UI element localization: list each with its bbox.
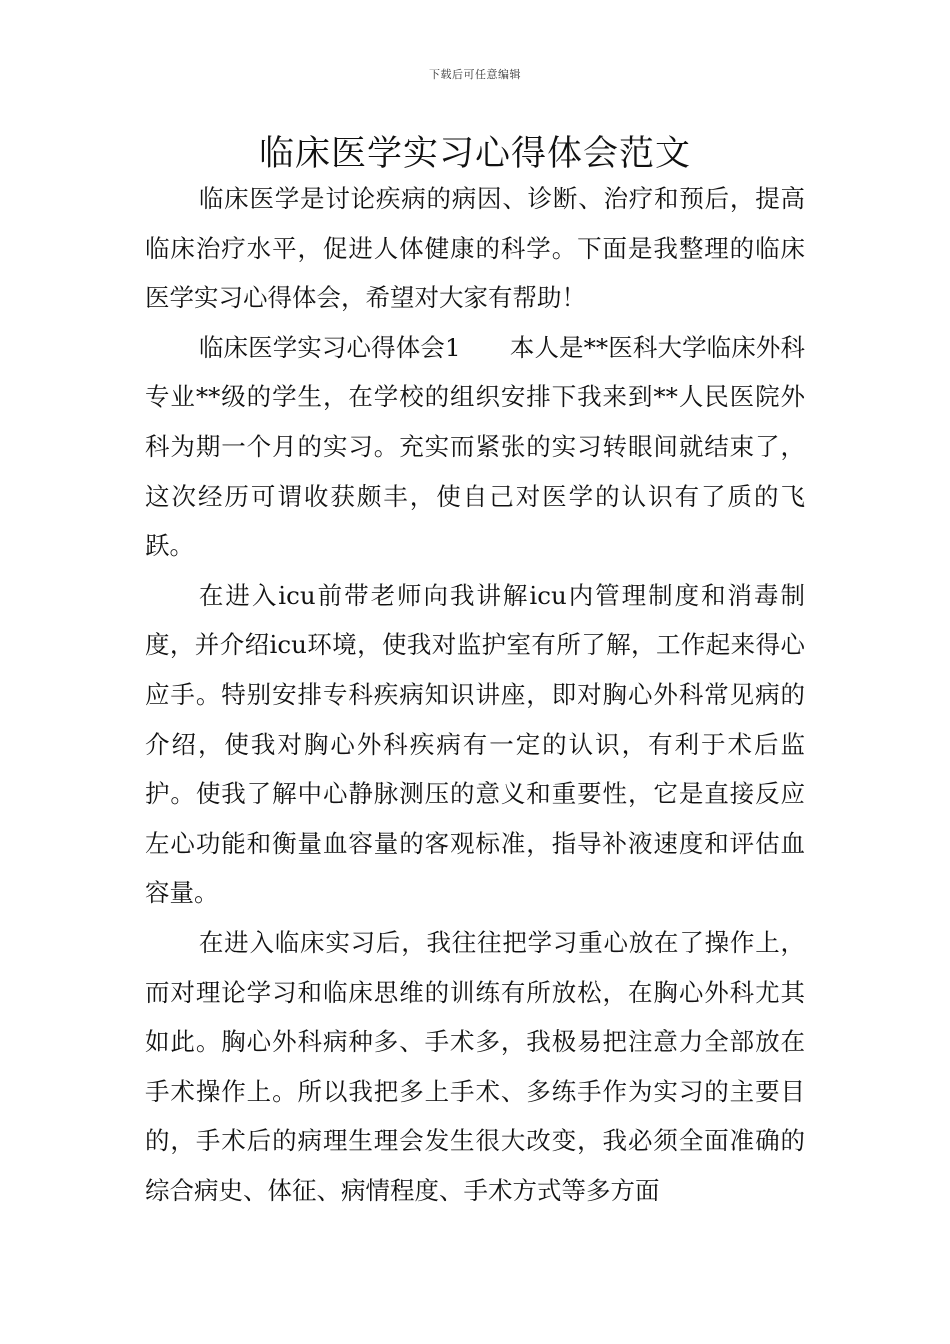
paragraph-3: 在进入临床实习后，我往往把学习重心放在了操作上，而对理论学习和临床思维的训练有所放松，在胸心外科尤其如此。胸心外科病种多、手术多，我极易把注意力全部放在手术操作上。所以我把多上手术、多练手作为实习的主要目的，手术后的病理生理会发生很大改变，我必须全面准确的综合病史、体征、病情程度、手术方式等多方面 <box>145 927 805 1205</box>
document-title: 临床医学实习心得体会范文 <box>258 134 691 174</box>
paragraph-intro: 临床医学是讨论疾病的病因、诊断、治疗和预后，提高临床治疗水平，促进人体健康的科学。下面是我整理的临床医学实习心得体会，希望对大家有帮助！ <box>145 184 805 313</box>
paragraph-2: 在进入icu前带老师向我讲解icu内管理制度和消毒制度，并介绍icu环境，使我对监护室有所了解，工作起来得心应手。特别安排专科疾病知识讲座，即对胸心外科常见病的介绍，使我对胸心外科疾病有一定的认识，有利于术后监护。使我了解中心静脉测压的意义和重要性，它是直接反应左心功能和衡量血容量的客观标准，指导补液速度和评估血容量。 <box>145 580 805 908</box>
header-note: 下载后可任意编辑 <box>429 68 521 81</box>
paragraph-1: 临床医学实习心得体会1 本人是**医科大学临床外科专业**级的学生，在学校的组织安排下我来到**人民医院外科为期一个月的实习。充实而紧张的实习转眼间就结束了，这次经历可谓收获颇丰，使自己对医学的认识有了质的飞跃。 <box>145 332 805 561</box>
document-body <box>145 174 805 1215</box>
